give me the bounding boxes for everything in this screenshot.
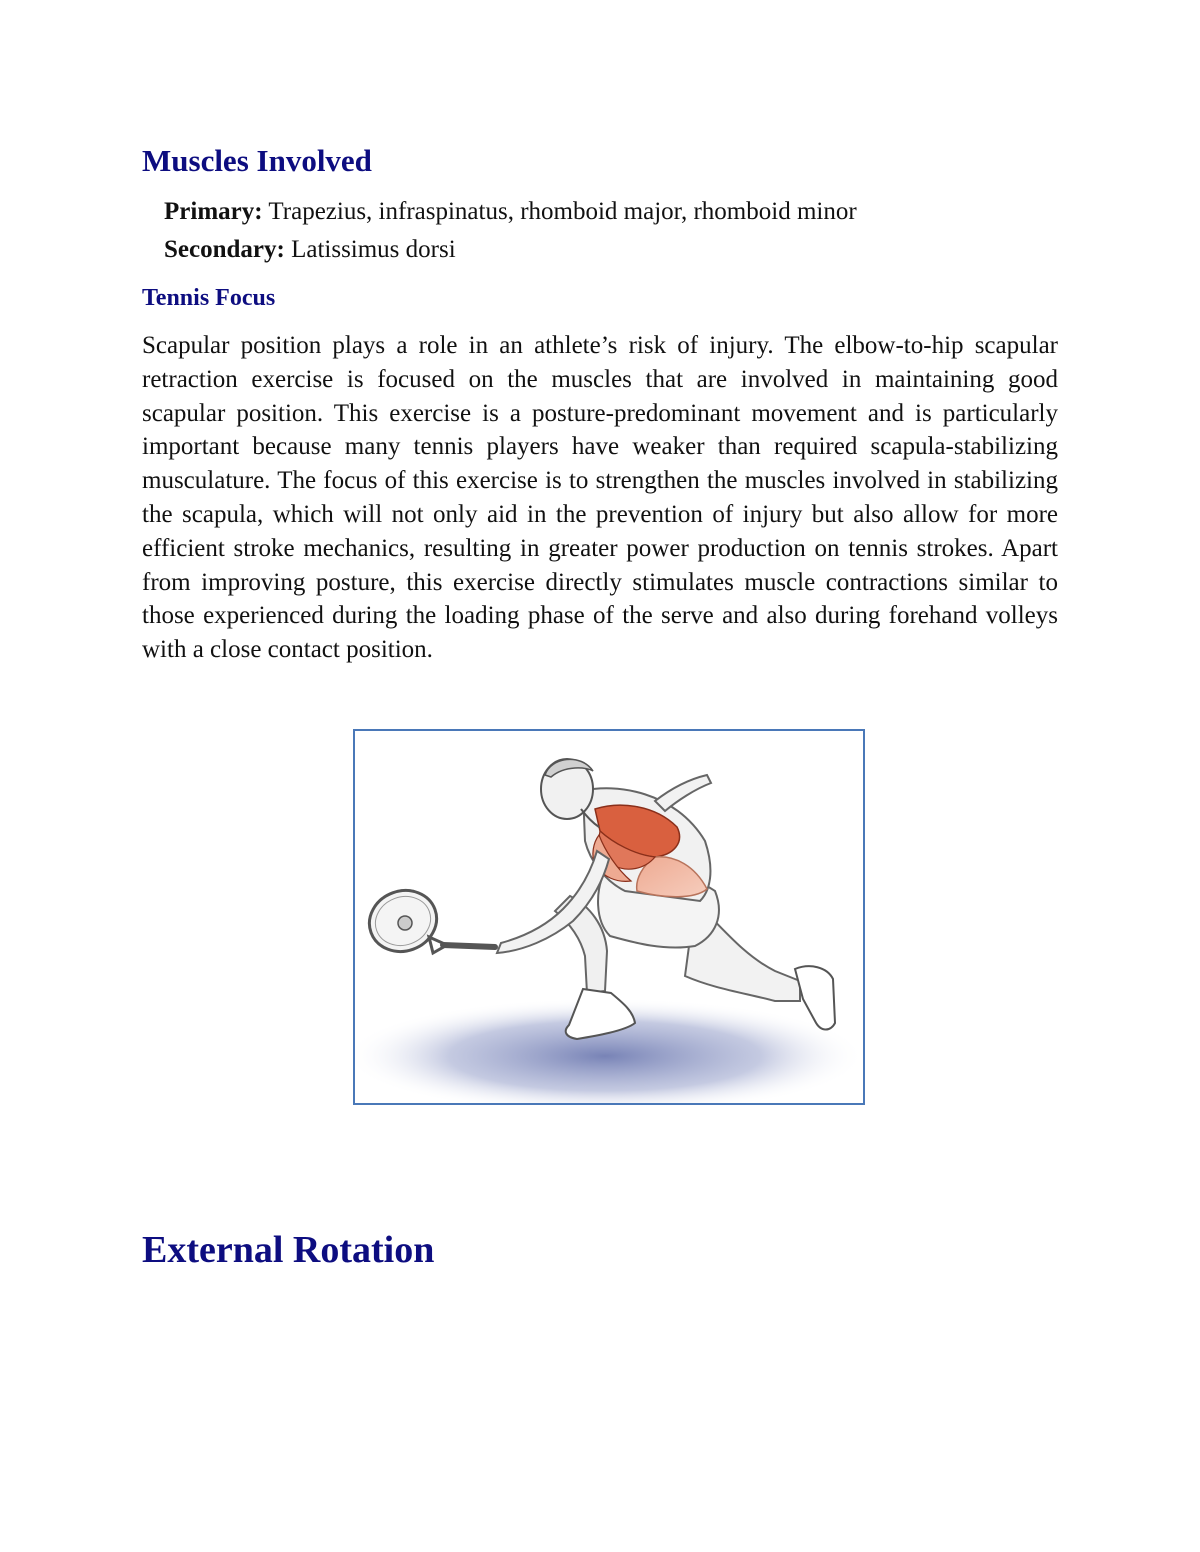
muscles-involved-heading: Muscles Involved (142, 143, 372, 178)
tennis-player-illustration (353, 729, 865, 1105)
tennis-focus-paragraph: Scapular position plays a role in an athlete’s risk of injury. The elbow-to-hip scapular retraction exercise is focused on the muscles that are involved in maintaining good scapular position. This exercise is a posture-predominant movement and is particularly important because many tennis players have weaker than required scapula-stabilizing musculature. The focus of this exercise is to strengthen the muscles involved in stabilizing the scapula, which will not only aid in the prevention of injury but also allow for more efficient stroke mechanics, resulting in greater power production on tennis strokes. Apart from improving posture, this exercise directly stimulates muscle contractions similar to those experienced during the loading phase of the serve and also during forehand volleys with a close contact position. (142, 332, 1058, 664)
external-rotation-heading: External Rotation (142, 1229, 435, 1271)
secondary-label: Secondary: (164, 236, 285, 263)
tennis-racket (361, 881, 495, 961)
tennis-focus-heading: Tennis Focus (142, 285, 276, 311)
secondary-muscles-row (164, 231, 1064, 269)
muscles-list (164, 193, 1064, 269)
primary-label: Primary: (164, 198, 263, 225)
tennis-ball (398, 916, 412, 930)
primary-muscles-row (164, 193, 1064, 231)
tennis-player-drawing (355, 731, 863, 1103)
secondary-muscles: Latissimus dorsi (291, 236, 456, 263)
rear-arm (655, 775, 711, 811)
primary-muscles: Trapezius, infraspinatus, rhomboid major, rhomboid minor (268, 198, 857, 225)
